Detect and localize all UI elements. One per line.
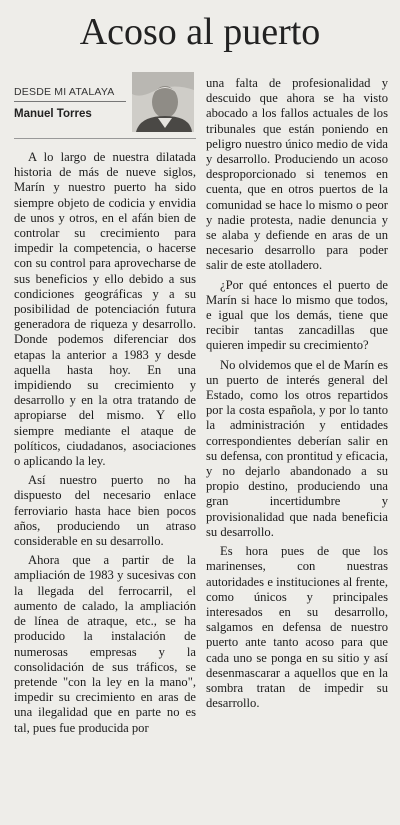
paragraph: Ahora que a partir de la ampliación de 1983 y sucesivas con la llegada del ferrocarril, el aumento de calado, la ampliación de línea de atraque, etc., se ha producido la instalación de numerosas empresas y la consolidación de sus tráficos, se pretende "con la ley en la mano", impedir su crecimiento en aras de una ilegalidad que en parte no es tal, pues fue producida por xyxy=(14,553,196,735)
section-label: DESDE MI ATALAYA xyxy=(14,86,126,102)
paragraph: una falta de profesionalidad y descuido que ahora se ha visto abocado a los fallos actuales de los tribunales que están poniendo en peligro nuestro único medio de vida y desarrollo. Produciendo un acoso desproporcionado si tenemos en cuenta, que en otros puertos de la comunidad se hace lo mismo o peor y nadie protesta, nadie denuncia y se alaba y defiende en aras de un necesario desarrollo para poder salir de este atolladero. xyxy=(206,76,388,273)
paragraph: A lo largo de nuestra dilatada historia de más de nueve siglos, Marín y nuestro puerto ha sido siempre objeto de codicia y envidia de unos y otros, en el afán bien de controlar su crecimiento para impedir la competencia, o hacerse con su control para aprovecharse de sus beneficios y ello debido a sus condiciones geográficas y a su posibilidad de potenciación futura generadora de riqueza y desarrollo. Donde podemos diferenciar dos etapas la anterior a 1983 y desde aquella hasta hoy. En una impidiendo su crecimiento y desarrollo y en la otra tratando de apropiarse del mismo. Y ello siempre mediante el ataque de políticos, ciudadanos, asociaciones o aplicando la ley. xyxy=(14,150,196,469)
paragraph: ¿Por qué entonces el puerto de Marín si hace lo mismo que todos, e igual que los demás, tiene que recibir tantas zancadillas que quieren impedir su crecimiento? xyxy=(206,277,388,353)
paragraph: Es hora pues de que los marinenses, con nuestras autoridades e instituciones al frente, como únicos y principales interesados en su desarrollo, salgamos en defensa de nuestro puerto ante tanto acoso para que cada uno se ponga en su sitio y así desenmascarar a aquellos que en la sombra tratan de impedir su desarrollo. xyxy=(206,544,388,711)
headline: Acoso al puerto xyxy=(79,11,321,53)
author-portrait-image xyxy=(132,72,194,132)
byline-divider xyxy=(14,138,196,139)
author-photo xyxy=(132,72,194,132)
author-byline: Manuel Torres xyxy=(14,108,92,120)
article-column-left xyxy=(14,150,196,740)
paragraph: No olvidemos que el de Marín es un puerto de interés general del Estado, como los otros repartidos por la costa española, y por lo tanto la administración y entidades correspondientes deberían salir en su defensa, con prontitud y eficacia, y no dejarlo abandonado a su propio destino, produciendo una gran incertidumbre y provisionalidad que nada beneficia su desarrollo. xyxy=(206,357,388,539)
article-column-right xyxy=(206,76,388,715)
paragraph: Así nuestro puerto no ha dispuesto del necesario enlace ferroviario hasta hace bien pocos años, produciendo un atraso considerable en su desarrollo. xyxy=(14,473,196,549)
